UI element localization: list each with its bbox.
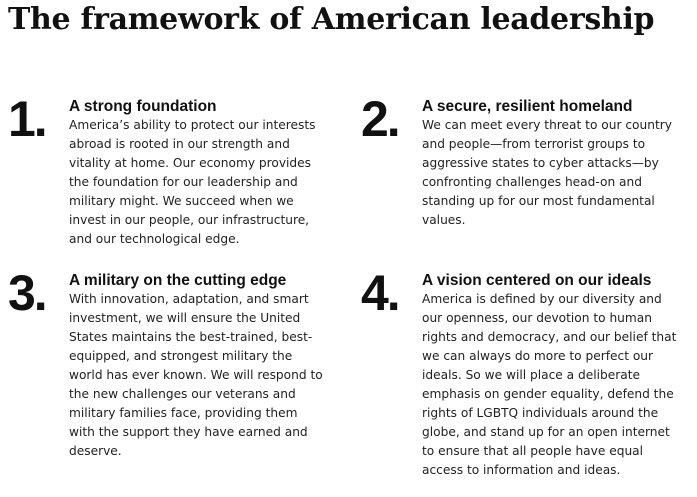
body-line: the foundation for our leadership and	[69, 175, 298, 189]
body-line: globe, and stand up for an open internet	[422, 425, 670, 439]
item-heading: A strong foundation	[69, 98, 217, 115]
item-heading: A military on the cutting edge	[69, 272, 287, 289]
body-line: America’s ability to protect our interests	[69, 118, 316, 132]
body-line: America is defined by our diversity and	[422, 292, 662, 306]
framework-item-4	[361, 265, 697, 480]
item-body	[422, 116, 697, 230]
item-body	[69, 116, 369, 249]
body-line: With innovation, adaptation, and smart	[69, 292, 309, 306]
body-line: deserve.	[69, 444, 122, 458]
body-line: standing up for our most fundamental	[422, 194, 655, 208]
body-line: confronting challenges head-on and	[422, 175, 642, 189]
framework-item-2	[361, 91, 697, 230]
item-heading: A secure, resilient homeland	[422, 98, 633, 115]
body-line: military families face, providing them	[69, 406, 298, 420]
body-line: to ensure that all people have equal	[422, 444, 644, 458]
body-line: rights and democracy, and our belief that	[422, 330, 677, 344]
body-line: vitality at home. Our economy provides	[69, 156, 312, 170]
body-line: our openness, our devotion to human	[422, 311, 652, 325]
body-line: invest in our people, our infrastructure,	[69, 213, 310, 227]
framework-item-3	[8, 265, 369, 461]
item-number: 1.	[8, 91, 46, 147]
item-body	[69, 290, 369, 461]
item-number: 2.	[361, 91, 399, 147]
body-line: rights of LGBTQ individuals around the	[422, 406, 659, 420]
body-line: military might. We succeed when we	[69, 194, 294, 208]
body-line: aggressive states to cyber attacks—by	[422, 156, 659, 170]
body-line: world has ever known. We will respond to	[69, 368, 323, 382]
item-number: 3.	[8, 265, 46, 321]
page-title: The framework of American leadership	[8, 2, 655, 37]
body-line: and our technological edge.	[69, 232, 240, 246]
item-number: 4.	[361, 265, 399, 321]
item-body	[422, 290, 697, 480]
body-line: the new challenges our veterans and	[69, 387, 296, 401]
body-line: emphasis on gender equality, defend the	[422, 387, 674, 401]
body-line: We can meet every threat to our country	[422, 118, 672, 132]
body-line: and people—from terrorist groups to	[422, 137, 646, 151]
body-line: values.	[422, 213, 466, 227]
item-heading: A vision centered on our ideals	[422, 272, 652, 289]
body-line: with the support they have earned and	[69, 425, 308, 439]
body-line: access to information and ideas.	[422, 463, 621, 477]
body-line: equipped, and strongest military the	[69, 349, 293, 363]
body-line: States maintains the best-trained, best-	[69, 330, 313, 344]
body-line: we can always do more to perfect our	[422, 349, 654, 363]
framework-item-1	[8, 91, 369, 249]
body-line: abroad is rooted in our strength and	[69, 137, 290, 151]
body-line: ideals. So we will place a deliberate	[422, 368, 640, 382]
body-line: investment, we will ensure the United	[69, 311, 301, 325]
